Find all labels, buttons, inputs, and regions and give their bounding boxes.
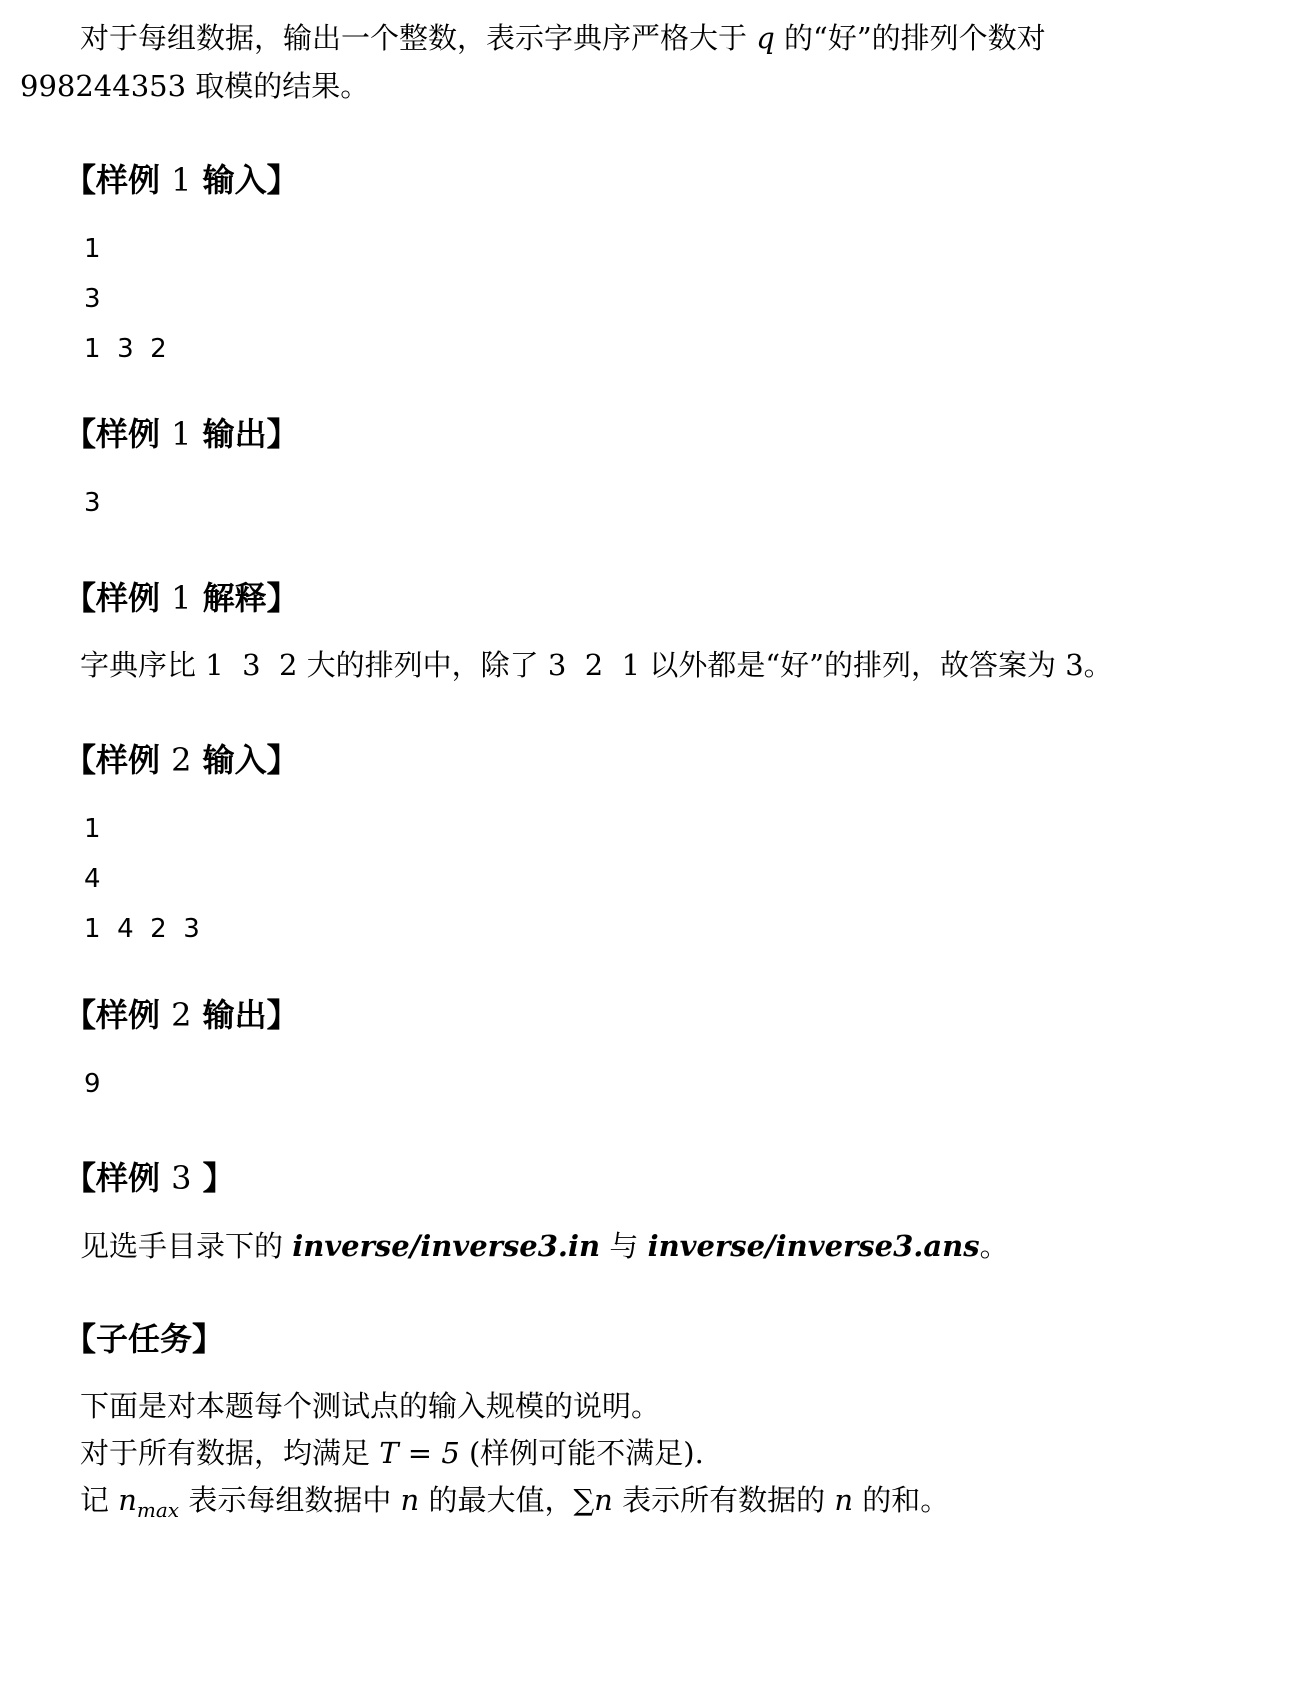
heading-number: 3	[171, 1159, 192, 1197]
sample3-text-part: 与	[609, 1229, 639, 1263]
intro-line-2: 998244353 取模的结果。	[20, 69, 370, 103]
sample2-output-block	[84, 1059, 101, 1109]
math-n-max: n	[118, 1483, 137, 1517]
subtasks-heading: 【子任务】	[64, 1320, 225, 1358]
sample1-explain-text: 字典序比 1 3 2 大的排列中，除了 3 2 1 以外都是“好”的排列，故答案为 3。	[80, 648, 1113, 682]
heading-text: 】	[202, 1159, 235, 1197]
code-line: 1 4 2 3	[84, 914, 200, 944]
heading-text: 【样例	[64, 1159, 161, 1197]
heading-text: 输出】	[202, 415, 299, 453]
heading-number: 2	[171, 996, 192, 1034]
math-n: n	[834, 1483, 853, 1517]
sample1-input-block	[84, 224, 167, 374]
sample1-explain-heading	[64, 574, 299, 622]
heading-text: 【样例	[64, 415, 161, 453]
subtasks-text: (样例可能不满足).	[468, 1436, 704, 1470]
math-n: n	[594, 1483, 613, 1517]
sample3-input-file: inverse/inverse3.in	[292, 1229, 601, 1263]
math-t-equals-5: T = 5	[379, 1436, 460, 1470]
math-subscript-max: max	[136, 1497, 180, 1522]
subtasks-line-2	[80, 1429, 704, 1477]
sample3-text-part: 。	[979, 1229, 1009, 1263]
subtasks-text: 记	[80, 1483, 110, 1517]
code-line: 1	[84, 814, 101, 844]
math-n: n	[400, 1483, 420, 1517]
intro-text: 对于每组数据，输出一个整数，表示字典序严格大于	[80, 21, 748, 55]
heading-number: 1	[171, 579, 192, 617]
sample3-text-part: 见选手目录下的	[80, 1229, 284, 1263]
subtasks-line-3	[80, 1476, 949, 1534]
subtasks-text: 的最大值，	[428, 1483, 574, 1517]
intro-text: 的“好”的排列个数对	[784, 21, 1046, 55]
sum-symbol: ∑	[573, 1483, 595, 1517]
heading-text: 输出】	[202, 996, 299, 1034]
sample2-input-heading	[64, 736, 299, 784]
intro-line-1	[80, 14, 1046, 62]
subtasks-text: 表示所有数据的	[622, 1483, 826, 1517]
code-line: 1	[84, 234, 101, 264]
math-q: q	[756, 21, 775, 55]
heading-text: 【样例	[64, 741, 161, 779]
sample3-answer-file: inverse/inverse3.ans	[647, 1229, 980, 1263]
heading-text: 解释】	[202, 579, 299, 617]
sample3-heading	[64, 1154, 235, 1202]
heading-text: 【样例	[64, 996, 161, 1034]
heading-text: 输入】	[202, 161, 299, 199]
heading-number: 1	[171, 161, 192, 199]
subtasks-text: 表示每组数据中	[188, 1483, 392, 1517]
heading-text: 【样例	[64, 579, 161, 617]
code-line: 3	[84, 488, 101, 518]
sample1-input-heading	[64, 156, 299, 204]
code-line: 9	[84, 1069, 101, 1099]
code-line: 4	[84, 864, 101, 894]
code-line: 1 3 2	[84, 334, 167, 364]
code-line: 3	[84, 284, 101, 314]
subtasks-text: 对于所有数据，均满足	[80, 1436, 371, 1470]
heading-text: 【样例	[64, 161, 161, 199]
sample2-input-block	[84, 804, 200, 954]
heading-number: 1	[171, 415, 192, 453]
sample2-output-heading	[64, 991, 299, 1039]
sample1-output-heading	[64, 410, 299, 458]
sample1-output-block	[84, 478, 101, 528]
subtasks-line-1: 下面是对本题每个测试点的输入规模的说明。	[80, 1389, 661, 1423]
heading-number: 2	[171, 741, 192, 779]
sample3-text	[80, 1222, 1009, 1270]
heading-text: 输入】	[202, 741, 299, 779]
subtasks-text: 的和。	[862, 1483, 950, 1517]
